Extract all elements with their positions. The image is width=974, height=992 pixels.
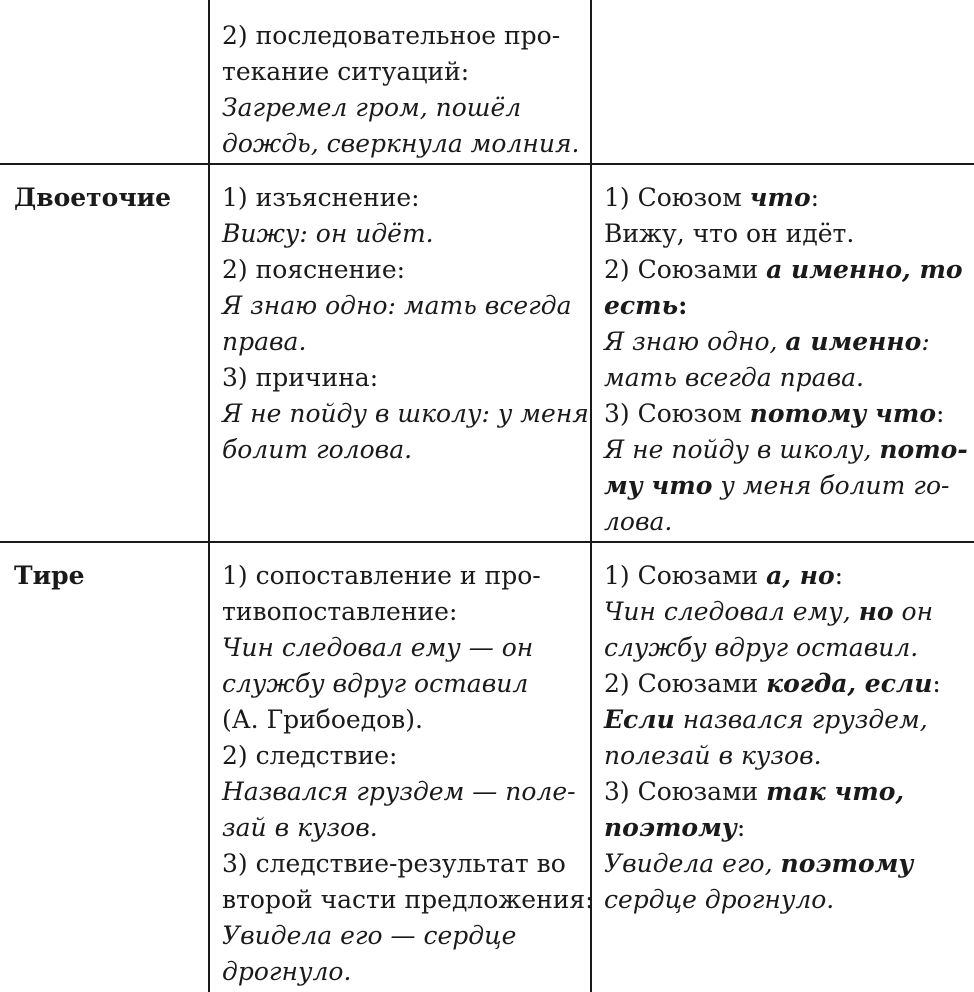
colon-example-line: права. xyxy=(222,327,307,356)
text-span: 1) Союзом xyxy=(604,183,750,212)
row-divider-1 xyxy=(0,163,974,165)
dash-union-line xyxy=(604,846,941,882)
text-span: : xyxy=(834,561,844,590)
dash-union-line xyxy=(604,558,941,594)
colon-example-line: Я знаю одно: мать всегда xyxy=(222,291,572,320)
row1-usage-line2: текание ситуаций: xyxy=(222,57,470,86)
dash-usage-line: второй части предложения: xyxy=(222,885,594,914)
dash-union-cell xyxy=(604,558,941,918)
dash-union-line: полезай в кузов. xyxy=(604,741,822,770)
column-divider-1 xyxy=(208,0,210,992)
colon-union-line xyxy=(604,180,968,216)
conjunction-span: есть xyxy=(604,291,679,320)
text-span: 2) Союзами xyxy=(604,255,767,284)
conjunction-span: когда, если xyxy=(766,669,933,698)
colon-union-line xyxy=(604,288,968,324)
colon-usage-line: 3) причина: xyxy=(222,363,379,392)
colon-label: Двоеточие xyxy=(14,183,172,212)
colon-union-line xyxy=(604,252,968,288)
conjunction-span: поэтому xyxy=(604,813,737,842)
text-span: : xyxy=(678,291,688,320)
colon-union-cell xyxy=(604,180,968,540)
text-span: : xyxy=(810,183,820,212)
text-span: Чин следовал ему, xyxy=(604,597,859,626)
colon-union-line: мать всегда права. xyxy=(604,363,864,392)
text-span: : xyxy=(921,327,930,356)
colon-union-line xyxy=(604,468,968,504)
row1-usage-cell xyxy=(222,18,579,162)
text-span: : xyxy=(936,399,945,428)
conjunction-span: му что xyxy=(604,471,713,500)
conjunction-span: что xyxy=(749,183,811,212)
dash-union-line xyxy=(604,774,941,810)
text-span: 3) Союзом xyxy=(604,399,750,428)
colon-usage-line: 1) изъяснение: xyxy=(222,183,420,212)
colon-union-line xyxy=(604,432,968,468)
row1-example-line4: дождь, сверкнула молния. xyxy=(222,129,580,158)
conjunction-span: Если xyxy=(604,705,675,734)
conjunction-span: поэтому xyxy=(780,849,914,878)
colon-example-line: болит голова. xyxy=(222,435,413,464)
conjunction-span: пото- xyxy=(879,435,968,464)
colon-union-line xyxy=(604,324,968,360)
dash-usage-cell xyxy=(222,558,594,990)
colon-usage-cell xyxy=(222,180,589,468)
conjunction-span: но xyxy=(858,597,894,626)
conjunction-span: а именно xyxy=(785,327,922,356)
dash-usage-line: 1) сопоставление и про- xyxy=(222,561,541,590)
dash-usage-line: (А. Грибоедов). xyxy=(222,705,423,734)
dash-example-line: Чин следовал ему — он xyxy=(222,633,534,662)
dash-union-line xyxy=(604,810,941,846)
text-span: Я не пойду в школу, xyxy=(604,435,880,464)
text-span: : xyxy=(932,669,941,698)
text-span: у меня болит го- xyxy=(712,471,950,500)
colon-union-line: лова. xyxy=(604,507,673,536)
dash-example-line: зай в кузов. xyxy=(222,813,378,842)
dash-union-line xyxy=(604,666,941,702)
text-span: 1) Союзами xyxy=(604,561,767,590)
conjunction-span: так что, xyxy=(766,777,905,806)
row1-example-line3: Загремел гром, пошёл xyxy=(222,93,522,122)
dash-usage-line: 2) следствие: xyxy=(222,741,398,770)
dash-example-line: Увидела его — сердце xyxy=(222,921,517,950)
dash-label: Тире xyxy=(14,561,85,590)
dash-usage-line: 3) следствие-результат во xyxy=(222,849,566,878)
text-span: : xyxy=(736,813,746,842)
dash-example-line: Назвался груздем — поле- xyxy=(222,777,576,806)
text-span: 3) Союзами xyxy=(604,777,767,806)
dash-example-line: дрогнуло. xyxy=(222,957,352,986)
text-span: Увидела его, xyxy=(604,849,781,878)
conjunction-span: а именно, то xyxy=(766,255,963,284)
text-span: назвался груздем, xyxy=(674,705,928,734)
conjunction-span: потому что xyxy=(749,399,937,428)
dash-usage-line: тивопоставление: xyxy=(222,597,458,626)
text-span: Я знаю одно, xyxy=(604,327,786,356)
conjunction-span: а, но xyxy=(766,561,835,590)
dash-union-line: службу вдруг оставил. xyxy=(604,633,919,662)
text-span: 2) Союзами xyxy=(604,669,767,698)
colon-usage-line: 2) пояснение: xyxy=(222,255,406,284)
dash-union-line xyxy=(604,702,941,738)
colon-union-line xyxy=(604,396,968,432)
dash-union-line xyxy=(604,594,941,630)
colon-union-line: Вижу, что он идёт. xyxy=(604,219,855,248)
row1-usage-line1: 2) последовательное про- xyxy=(222,21,561,50)
colon-example-line: Вижу: он идёт. xyxy=(222,219,434,248)
dash-union-line: сердце дрогнуло. xyxy=(604,885,835,914)
row-divider-2 xyxy=(0,541,974,543)
dash-example-line: службу вдруг оставил xyxy=(222,669,529,698)
colon-example-line: Я не пойду в школу: у меня xyxy=(222,399,589,428)
text-span: он xyxy=(893,597,934,626)
